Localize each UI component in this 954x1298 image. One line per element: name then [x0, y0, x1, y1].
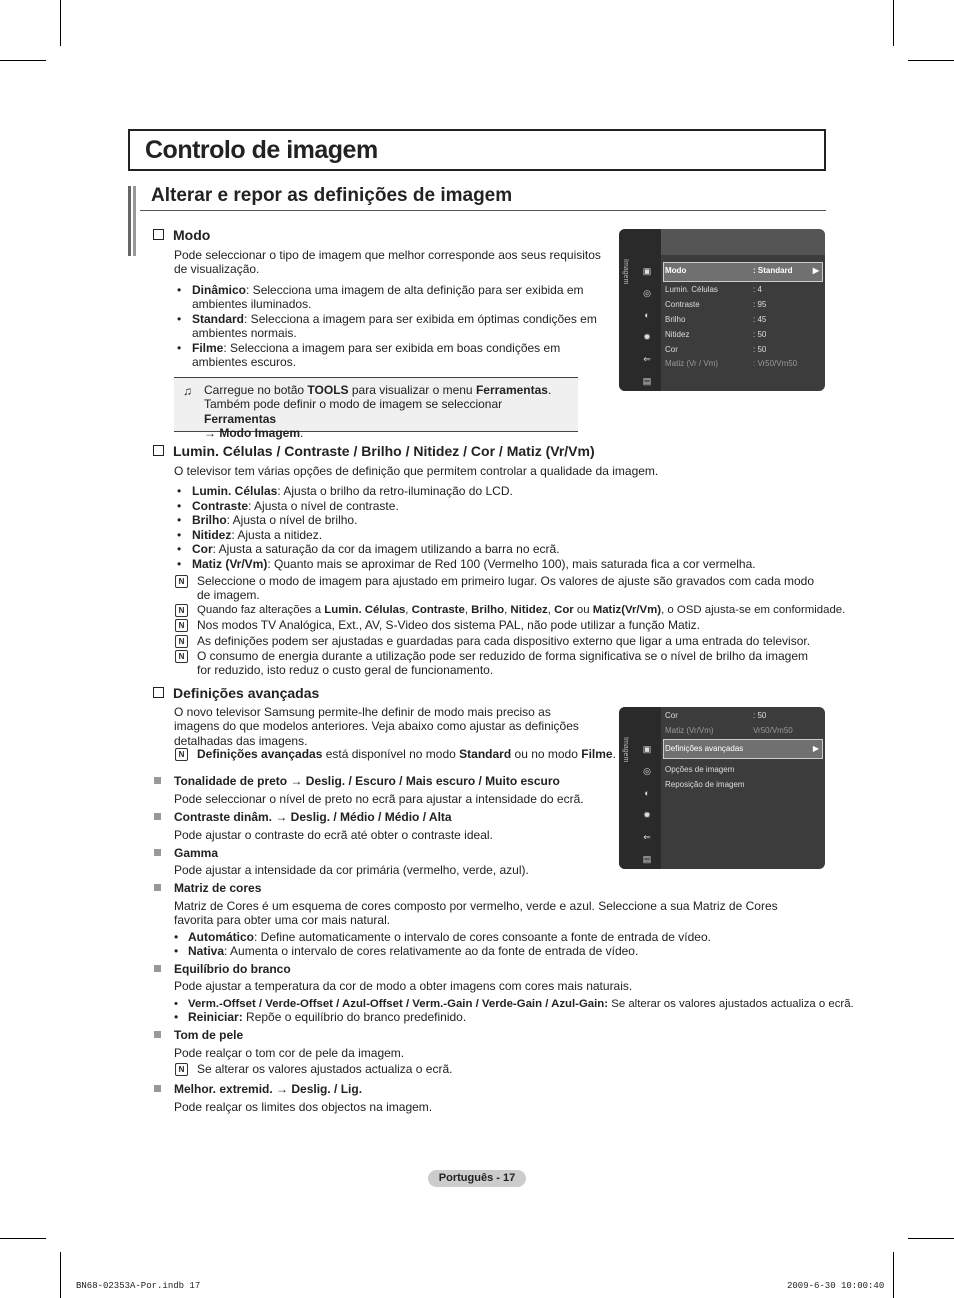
subitem-title: Melhor. extremid. → Deslig. / Lig. [174, 1082, 363, 1096]
crop-mark [0, 1238, 46, 1239]
arrow-right-icon: ▶ [812, 266, 819, 275]
square-bullet-icon [154, 777, 161, 784]
square-bullet-icon [154, 849, 161, 856]
tip-text: Carregue no botão TOOLS para visualizar o menu Ferramentas. Também pode definir o modo de imagem se seleccionar Ferramentas → Modo Imagem. [204, 383, 552, 441]
subitem-text: Pode realçar os limites dos objectos na imagem. [174, 1100, 433, 1114]
lumin-heading: Lumin. Células / Contraste / Brilho / Nitidez / Cor / Matiz (Vr/Vm) [153, 443, 595, 459]
list-item: • Brilho: Ajusta o nível de brilho. [177, 513, 358, 527]
list-item: • Cor: Ajusta a saturação da cor da imagem utilizando a barra no ecrã. [177, 542, 560, 556]
checkbox-icon [153, 687, 164, 698]
note-text: Nos modos TV Analógica, Ext., AV, S-Video dos sistema PAL, não pode utilizar a função Matiz. [197, 618, 700, 632]
note-text: As definições podem ser ajustadas e guardadas para cada dispositivo externo que ligar a uma entrada do televisor. [197, 634, 811, 648]
list-item: • Dinâmico: Selecciona uma imagem de alta definição para ser exibida em ambientes iluminados. [177, 283, 584, 312]
sound-icon: ◎ [643, 766, 651, 776]
list-item: • Nativa: Aumenta o intervalo de cores relativamente ao da fonte de entrada de vídeo. [174, 944, 639, 958]
osd-row-disabled: Matiz (Vr/Vm) Vr50/Vm50 [665, 726, 793, 735]
osd-sidebar [619, 229, 661, 391]
tip-box [174, 377, 578, 441]
list-item: • Nitidez: Ajusta a nitidez. [177, 528, 323, 542]
page-title: Controlo de imagem [145, 136, 378, 164]
osd-sidebar [619, 707, 661, 869]
section-title: Alterar e repor as definições de imagem [151, 185, 513, 206]
note-text: Seleccione o modo de imagem para ajustado em primeiro lugar. Os valores de ajuste são gravados com cada modo de imagem. [197, 574, 814, 603]
subitem-title: Tom de pele [174, 1028, 244, 1042]
osd-row[interactable]: Lumin. Células : 4 [665, 285, 762, 294]
picture-icon: ▣ [642, 266, 652, 276]
channel-icon: ◐ [644, 788, 650, 798]
note-icon: N [175, 748, 188, 761]
osd-row[interactable]: Contraste : 95 [665, 300, 767, 309]
lumin-intro: O televisor tem várias opções de definição que permitem controlar a qualidade da imagem. [174, 464, 659, 478]
osd-row-definicoes[interactable]: Definições avançadas ▶ [665, 744, 819, 753]
list-item: • Matiz (Vr/Vm): Quanto mais se aproximar de Red 100 (Vermelho 100), mais saturada fica a cor vermelha. [177, 557, 756, 571]
osd-row-disabled: Matiz (Vr / Vm) : Vr50/Vm50 [665, 359, 798, 368]
sound-icon: ◎ [643, 288, 651, 298]
crop-mark [0, 60, 46, 61]
crop-mark [60, 0, 61, 46]
page-number-badge: Português - 17 [428, 1170, 526, 1187]
crop-mark [908, 1238, 954, 1239]
section-bar [128, 186, 136, 256]
picture-icon: ▣ [642, 744, 652, 754]
note-icon: N [175, 619, 188, 632]
note-icon: N [175, 604, 188, 617]
checkbox-icon [153, 445, 164, 456]
square-bullet-icon [154, 884, 161, 891]
osd-row[interactable]: Opções de imagem [665, 765, 735, 774]
note-text: Se alterar os valores ajustados actualiza o ecrã. [197, 1062, 453, 1076]
channel-icon: ◐ [644, 310, 650, 320]
list-item: • Contraste: Ajusta o nível de contraste. [177, 499, 399, 513]
note-icon: N [175, 1063, 188, 1076]
subitem-title: Gamma [174, 846, 219, 860]
input-icon: ⇐ [643, 354, 651, 364]
list-item: • Lumin. Células: Ajusta o brilho da retro-iluminação do LCD. [177, 484, 513, 498]
modo-heading: Modo [153, 227, 210, 243]
osd-row[interactable]: Brilho : 45 [665, 315, 767, 324]
crop-mark [893, 1252, 894, 1298]
osd-menu-imagem [619, 229, 825, 391]
print-meta-file: BN68-02353A-Por.indb 17 [76, 1281, 201, 1291]
note-icon: N [175, 635, 188, 648]
subitem-title: Equilíbrio do branco [174, 962, 291, 976]
osd-menu-definicoes [619, 707, 825, 869]
osd-row[interactable]: Nitidez : 50 [665, 330, 767, 339]
support-icon: ▤ [642, 376, 652, 386]
square-bullet-icon [154, 813, 161, 820]
list-item: • Reiniciar: Repõe o equilíbrio do branco predefinido. [174, 1010, 467, 1024]
square-bullet-icon [154, 1031, 161, 1038]
note-text: Definições avançadas está disponível no modo Standard ou no modo Filme. [197, 747, 616, 761]
crop-mark [893, 0, 894, 46]
subitem-text: Matriz de Cores é um esquema de cores composto por vermelho, verde e azul. Seleccione a sua Matriz de Cores favorita para obter uma cor mais natural. [174, 899, 778, 928]
subitem-text: Pode ajustar o contraste do ecrã até obter o contraste ideal. [174, 828, 493, 842]
crop-mark [60, 1252, 61, 1298]
defs-intro: O novo televisor Samsung permite-lhe definir de modo mais preciso as imagens do que modelos anteriores. Veja abaixo como ajustar as definições detalhadas das imagens. [174, 705, 579, 748]
osd-category-label: Imagem [622, 737, 629, 763]
osd-row-modo[interactable]: Modo : Standard ▶ [665, 266, 819, 275]
note-text: Quando faz alterações a Lumin. Células, Contraste, Brilho, Nitidez, Cor ou Matiz(Vr/Vm), o OSD ajusta-se em conformidade. [197, 604, 846, 616]
tip-icon: ♫ [183, 384, 192, 398]
checkbox-icon [153, 229, 164, 240]
list-item: • Filme: Selecciona a imagem para ser exibida em boas condições em ambientes escuros. [177, 341, 561, 370]
crop-mark [908, 60, 954, 61]
osd-category-label: Imagem [622, 259, 629, 285]
note-icon: N [175, 575, 188, 588]
subitem-text: Pode ajustar a intensidade da cor primária (vermelho, verde, azul). [174, 863, 529, 877]
square-bullet-icon [154, 965, 161, 972]
note-text: O consumo de energia durante a utilização pode ser reduzido de forma significativa se o nível de brilho da imagem for reduzido, isto reduz o custo geral de funcionamento. [197, 649, 809, 678]
note-icon: N [175, 650, 188, 663]
modo-intro: Pode seleccionar o tipo de imagem que melhor corresponde aos seus requisitos de visualização. [174, 248, 601, 277]
list-item: • Automático: Define automaticamente o intervalo de cores consoante a fonte de entrada de vídeo. [174, 930, 711, 944]
subitem-text: Pode ajustar a temperatura da cor de modo a obter imagens com cores mais naturais. [174, 979, 633, 993]
input-icon: ⇐ [643, 832, 651, 842]
subitem-title: Tonalidade de preto → Deslig. / Escuro / Mais escuro / Muito escuro [174, 774, 560, 788]
subitem-title: Matriz de cores [174, 881, 262, 895]
section-divider [140, 210, 826, 211]
osd-header [661, 229, 825, 255]
arrow-right-icon: ▶ [812, 744, 819, 753]
osd-row[interactable]: Cor : 50 [665, 711, 767, 720]
page-title-box [128, 129, 826, 171]
setup-icon: ✹ [643, 332, 651, 342]
osd-row[interactable]: Reposição de imagem [665, 780, 745, 789]
list-item: • Standard: Selecciona a imagem para ser exibida em óptimas condições em ambientes normais. [177, 312, 597, 341]
subitem-text: Pode seleccionar o nível de preto no ecrã para ajustar a intensidade do ecrã. [174, 792, 584, 806]
setup-icon: ✹ [643, 810, 651, 820]
subitem-title: Contraste dinâm. → Deslig. / Médio / Médio / Alta [174, 810, 452, 824]
support-icon: ▤ [642, 854, 652, 864]
osd-row[interactable]: Cor : 50 [665, 345, 767, 354]
list-item: • Verm.-Offset / Verde-Offset / Azul-Offset / Verm.-Gain / Verde-Gain / Azul-Gain: Se alterar os valores ajustados actualiza o ecrã. [174, 998, 854, 1010]
subitem-text: Pode realçar o tom cor de pele da imagem. [174, 1046, 405, 1060]
square-bullet-icon [154, 1085, 161, 1092]
print-meta-date: 2009-6-30 10:00:40 [787, 1281, 885, 1291]
defs-heading: Definições avançadas [153, 685, 319, 701]
